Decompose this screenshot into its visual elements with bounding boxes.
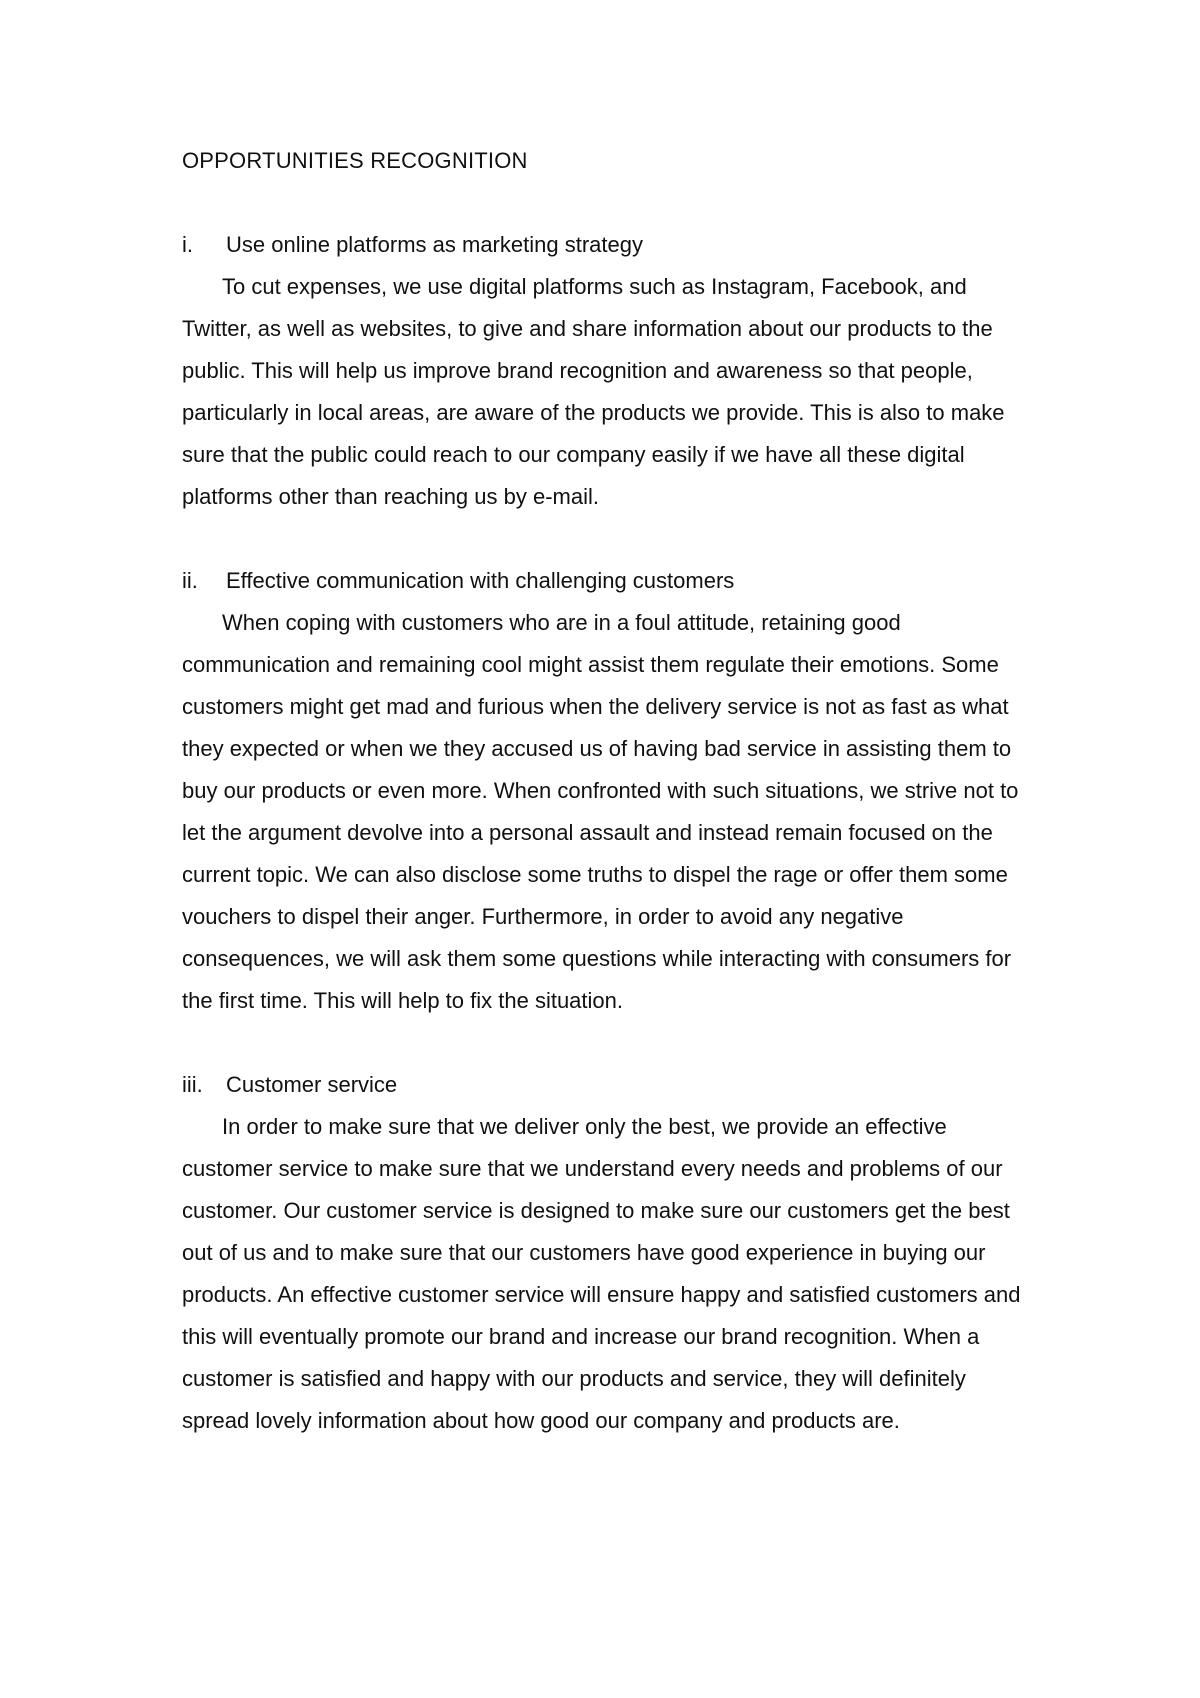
section-body: To cut expenses, we use digital platforms such as Instagram, Facebook, and Twitter, as well as websites, to give and share information about our products to the public. This will help us improve brand recognition and awareness so that people, particularly in local areas, are aware of the products we provide. This is also to make sure that the public could reach to our company easily if we have all these digital platforms other than reaching us by e-mail. (182, 274, 1005, 509)
section-body: In order to make sure that we deliver only the best, we provide an effective customer service to make sure that we understand every needs and problems of our customer. Our customer service is designed to make sure our customers get the best out of us and to make sure that our customers have good experience in buying our products. An effective customer service will ensure happy and satisfied customers and this will eventually promote our brand and increase our brand recognition. When a customer is satisfied and happy with our products and service, they will definitely spread lovely information about how good our company and products are. (182, 1114, 1021, 1433)
section-heading (182, 560, 1032, 602)
section-online-platforms (182, 224, 1032, 518)
document-title: OPPORTUNITIES RECOGNITION (182, 148, 528, 173)
section-title: Customer service (226, 1072, 398, 1097)
section-customer-service (182, 1064, 1032, 1442)
section-number: iii. (182, 1072, 203, 1097)
section-number: ii. (182, 568, 198, 593)
document-page (182, 140, 1032, 1442)
section-body: When coping with customers who are in a foul attitude, retaining good communication and remaining cool might assist them regulate their emotions. Some customers might get mad and furious when the delivery service is not as fast as what they expected or when we they accused us of having bad service in assisting them to buy our products or even more. When confronted with such situations, we strive not to let the argument devolve into a personal assault and instead remain focused on the current topic. We can also disclose some truths to dispel the rage or offer them some vouchers to dispel their anger. Furthermore, in order to avoid any negative consequences, we will ask them some questions while interacting with consumers for the first time. This will help to fix the situation. (182, 610, 1019, 1013)
section-title: Use online platforms as marketing strategy (226, 232, 643, 257)
section-effective-communication (182, 560, 1032, 1022)
section-heading (182, 224, 1032, 266)
section-number: i. (182, 232, 193, 257)
section-title: Effective communication with challenging customers (226, 568, 735, 593)
section-heading (182, 1064, 1032, 1106)
